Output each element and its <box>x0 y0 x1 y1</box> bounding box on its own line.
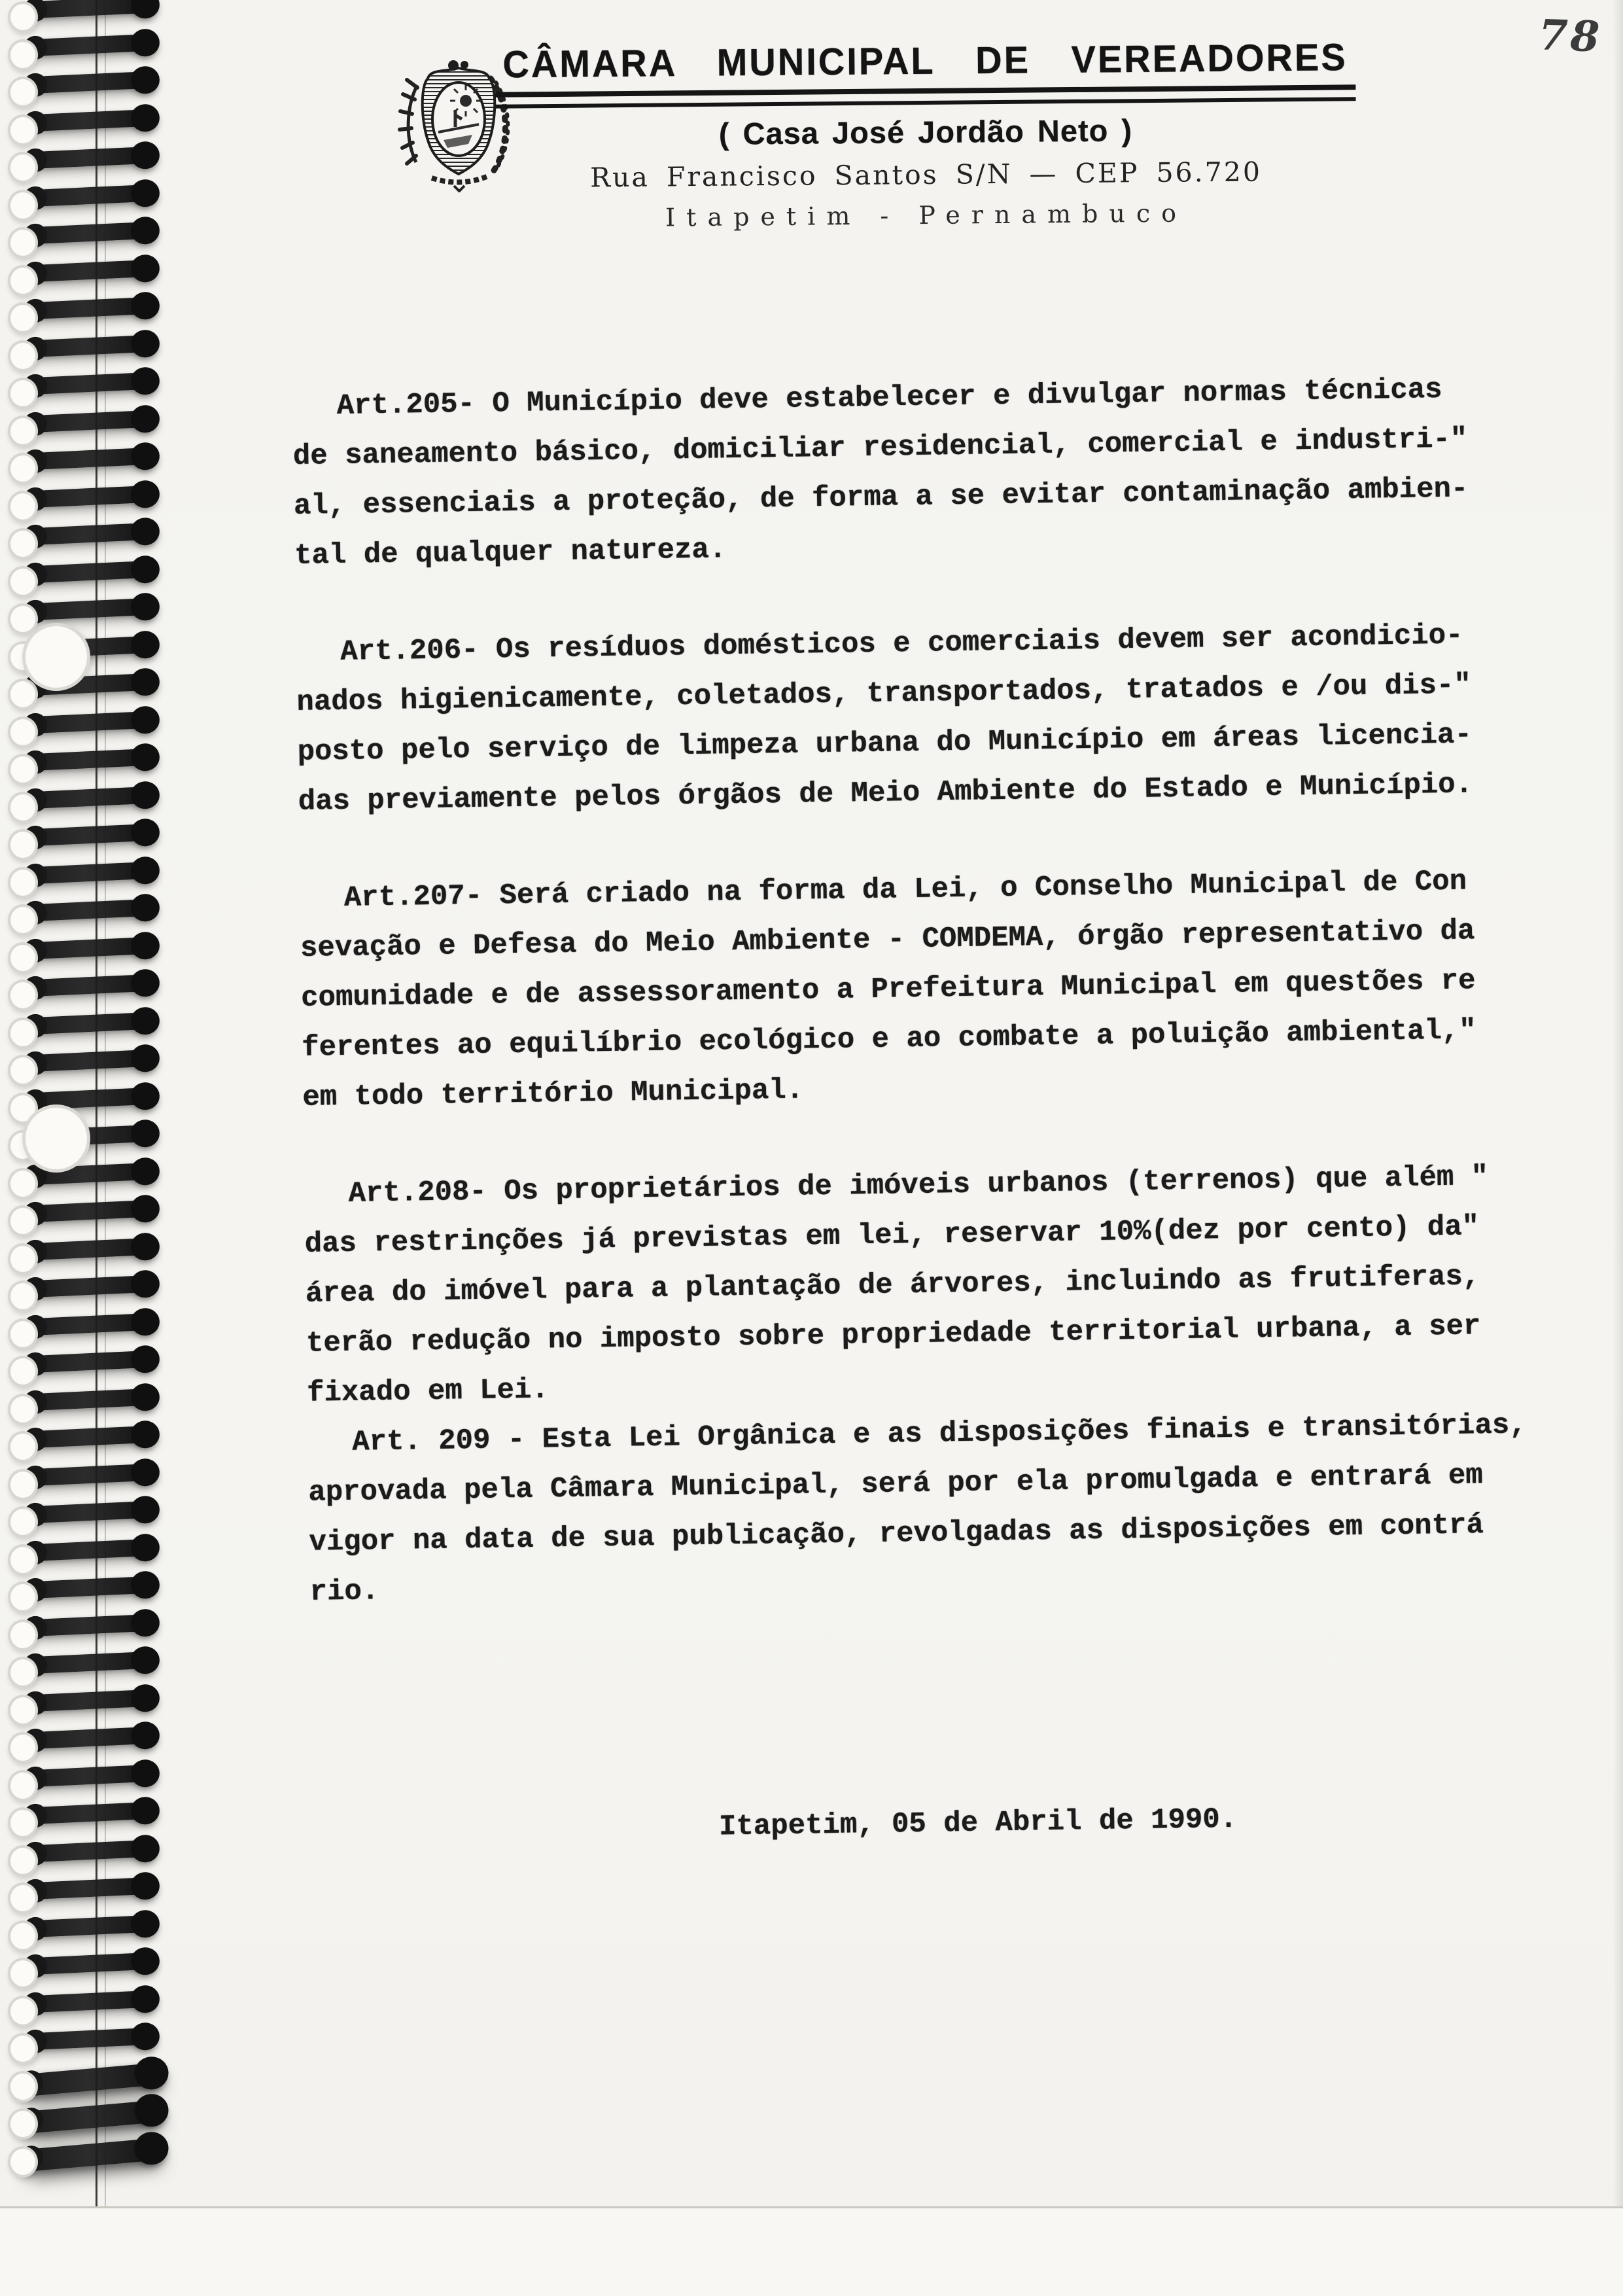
binding-hole <box>8 1469 38 1500</box>
binding-wire <box>27 0 155 18</box>
paragraph-line: tal de qualquer natureza. <box>294 533 727 573</box>
binding-loop <box>0 1872 170 1910</box>
paragraph-line: fixado em Lei. <box>306 1373 550 1410</box>
binding-wire <box>27 2028 155 2051</box>
page-edge-line <box>96 0 97 2206</box>
binding-loop <box>0 969 170 1007</box>
binding-wire <box>27 485 155 508</box>
binding-hole <box>8 2033 38 2064</box>
binding-loop <box>0 405 170 443</box>
binding-wire <box>27 259 155 282</box>
header-subtitle: ( Casa José Jordão Neto ) <box>718 113 1133 151</box>
binding-wire <box>27 1426 155 1449</box>
binding-wire <box>27 33 155 56</box>
binding-loop <box>0 1044 170 1082</box>
binding-loop <box>0 556 170 593</box>
binding-wire <box>27 1990 155 2013</box>
binding-loop <box>0 1722 170 1759</box>
binding-loop <box>0 1985 170 2023</box>
binding-loop <box>0 217 170 255</box>
binding-hole <box>8 904 38 936</box>
binding-hole <box>8 302 38 334</box>
binding-loop <box>0 480 170 518</box>
binding-wire <box>23 2100 164 2134</box>
binding-wire <box>27 334 155 357</box>
paragraph-line: das restrinções já previstas em lei, reservar 10%(dez por cento) da" <box>304 1210 1480 1261</box>
binding-loop <box>0 330 170 368</box>
binding-wire <box>23 2137 164 2172</box>
binding-hole <box>8 1394 38 1425</box>
binding-loop <box>0 743 170 781</box>
dateline: Itapetim, 05 de Abril de 1990. <box>718 1803 1238 1844</box>
paragraph-line: em todo território Municipal. <box>302 1074 804 1114</box>
binding-wire <box>27 1839 155 1862</box>
binding-wire <box>27 184 155 207</box>
binding-loop <box>0 1082 170 1120</box>
binding-wire <box>27 147 155 169</box>
binding-loop <box>0 1646 170 1684</box>
binding-loop <box>0 2060 170 2098</box>
binding-wire <box>27 560 155 583</box>
paragraph-line: Art. 209 - Esta Lei Orgânica e as disposições finais e transitórias, <box>351 1409 1527 1459</box>
binding-wire <box>27 1237 155 1260</box>
paragraph-line: área do imóvel para a plantação de árvores, incluindo as frutiferas, <box>305 1260 1480 1311</box>
binding-loop <box>0 179 170 217</box>
punch-hole <box>22 1104 90 1173</box>
binding-hole <box>8 1205 38 1237</box>
binding-hole <box>8 378 38 409</box>
binding-wire <box>27 1877 155 1900</box>
paragraph-art-208 <box>304 1151 1589 1419</box>
binding-loop <box>0 1458 170 1496</box>
paragraph-art-207 <box>299 855 1584 1123</box>
binding-wire <box>27 222 155 245</box>
binding-hole <box>8 1506 38 1538</box>
binding-wire <box>27 372 155 395</box>
binding-loop <box>0 255 170 292</box>
binding-loop <box>0 29 170 67</box>
binding-hole <box>8 716 38 748</box>
paragraph-art-209 <box>307 1400 1592 1617</box>
paragraph-line: vigor na data de sua publicação, revolgadas as disposições em contrá <box>309 1509 1484 1559</box>
binding-wire <box>27 598 155 621</box>
binding-wire <box>27 1651 155 1674</box>
binding-wire <box>27 1388 155 1411</box>
binding-hole <box>8 1356 38 1387</box>
paragraph-line: Art.207- Será criado na forma da Lei, o Conselho Municipal de Con <box>343 865 1467 915</box>
paragraph-line: aprovada pela Câmara Municipal, será por ela promulgada e entrará em <box>308 1459 1484 1510</box>
binding-loop <box>0 292 170 330</box>
binding-wire <box>27 1313 155 1335</box>
scan-right-shadow <box>1613 0 1623 2206</box>
paragraph-line: Art.205- O Município deve estabelecer e divulgar normas técnicas <box>336 373 1442 423</box>
binding-wire <box>27 1576 155 1599</box>
binding-loop <box>0 932 170 970</box>
binding-hole <box>8 528 38 559</box>
binding-wire <box>27 1802 155 1825</box>
binding-hole <box>8 491 38 522</box>
binding-hole <box>8 1958 38 1989</box>
binding-loop <box>0 1233 170 1271</box>
binding-hole <box>8 1807 38 1839</box>
binding-wire <box>27 711 155 733</box>
binding-loop <box>0 1007 170 1045</box>
spiral-binding <box>0 0 170 2206</box>
binding-hole <box>8 1732 38 1763</box>
letterhead <box>451 35 1401 234</box>
paragraph-line: Art.208- Os proprietários de imóveis urbanos (terrenos) que além " <box>348 1160 1489 1210</box>
binding-hole <box>8 566 38 597</box>
binding-hole <box>8 1243 38 1275</box>
binding-loop <box>0 1609 170 1647</box>
binding-hole <box>8 1017 38 1049</box>
punch-hole <box>22 623 90 691</box>
binding-loop <box>0 1345 170 1383</box>
header-title: CÂMARA MUNICIPAL DE VEREADORES <box>502 35 1348 86</box>
binding-loop <box>0 819 170 857</box>
binding-wire <box>27 1689 155 1712</box>
binding-loop <box>0 1270 170 1308</box>
binding-wire <box>27 448 155 470</box>
paragraph-line: de saneamento básico, domiciliar residencial, comercial e industri-" <box>292 423 1468 473</box>
binding-hole <box>8 1 38 33</box>
binding-wire <box>27 1351 155 1373</box>
binding-wire <box>27 1915 155 1937</box>
binding-hole <box>8 1619 38 1651</box>
binding-wire <box>23 2062 164 2096</box>
binding-hole <box>8 1055 38 1086</box>
binding-loop <box>0 1195 170 1233</box>
binding-loop <box>0 1383 170 1421</box>
binding-loop <box>0 781 170 819</box>
paragraph-line: Art.206- Os resíduos domésticos e comerciais devem ser acondicio- <box>340 619 1463 669</box>
binding-hole <box>8 39 38 71</box>
binding-loop <box>0 1910 170 1948</box>
page-number: 78 <box>1537 10 1603 62</box>
binding-loop <box>0 0 170 29</box>
binding-hole <box>8 1845 38 1877</box>
binding-hole <box>8 152 38 183</box>
binding-hole <box>8 1544 38 1576</box>
binding-wire <box>27 523 155 546</box>
binding-wire <box>27 824 155 847</box>
binding-loop <box>0 104 170 142</box>
binding-wire <box>27 1275 155 1298</box>
binding-hole <box>8 190 38 221</box>
binding-loop <box>0 593 170 631</box>
binding-loop <box>0 1157 170 1195</box>
binding-wire <box>27 1012 155 1034</box>
binding-loop <box>0 66 170 104</box>
binding-hole <box>8 2071 38 2102</box>
binding-wire <box>27 1463 155 1486</box>
title-underline <box>495 84 1355 108</box>
paragraph-line: terão redução no imposto sobre propriedade territorial urbana, a ser <box>305 1310 1481 1360</box>
binding-loop <box>0 1571 170 1609</box>
binding-wire <box>27 899 155 922</box>
binding-loop <box>0 1496 170 1534</box>
paragraph-line: ferentes ao equilíbrio ecológico e ao combate a poluição ambiental," <box>301 1014 1477 1065</box>
binding-loop <box>0 2136 170 2174</box>
binding-wire <box>27 1952 155 1975</box>
binding-hole <box>8 1581 38 1613</box>
binding-wire <box>27 1614 155 1636</box>
binding-hole <box>8 2108 38 2140</box>
binding-wire <box>27 410 155 433</box>
binding-wire <box>27 109 155 132</box>
binding-loop <box>0 2098 170 2136</box>
binding-loop <box>0 1684 170 1722</box>
binding-hole <box>8 754 38 785</box>
paragraph-line: posto pelo serviço de limpeza urbana do Município em áreas licencia- <box>297 718 1473 769</box>
paragraph-line: sevação e Defesa do Meio Ambiente - COMDEMA, órgão representativo da <box>300 915 1475 965</box>
paragraph-line: comunidade e de assessoramento a Prefeitura Municipal em questões re <box>300 964 1476 1015</box>
paragraph-line: al, essenciais a proteção, de forma a se evitar contaminação ambien- <box>293 472 1469 523</box>
binding-hole <box>8 1657 38 1688</box>
binding-wire <box>27 1501 155 1524</box>
binding-hole <box>8 227 38 258</box>
binding-loop <box>0 1797 170 1835</box>
scanner-background <box>0 2208 1623 2296</box>
header-city-line: Itapetim - Pernambuco <box>665 198 1188 232</box>
header-address: Rua Francisco Santos S/N — CEP 56.720 <box>589 156 1263 194</box>
binding-hole <box>8 1168 38 1199</box>
binding-loop <box>0 1534 170 1572</box>
binding-hole <box>8 829 38 860</box>
paragraph-list <box>292 363 1592 1617</box>
binding-hole <box>8 415 38 447</box>
binding-wire <box>27 1538 155 1561</box>
binding-loop <box>0 141 170 179</box>
paragraph-line: rio. <box>309 1575 379 1609</box>
paragraph-art-205 <box>292 363 1577 581</box>
binding-wire <box>27 786 155 809</box>
binding-wire <box>27 861 155 884</box>
binding-hole <box>8 265 38 296</box>
binding-loop <box>0 1308 170 1346</box>
binding-hole <box>8 115 38 146</box>
binding-loop <box>0 857 170 894</box>
binding-wire <box>27 974 155 997</box>
paragraph-line: nados higienicamente, coletados, transportados, tratados e /ou dis-" <box>296 669 1472 719</box>
binding-hole <box>8 1770 38 1801</box>
binding-hole <box>8 980 38 1011</box>
binding-hole <box>8 340 38 372</box>
page-edge-shadow-line <box>105 0 106 2206</box>
binding-wire <box>27 749 155 771</box>
binding-wire <box>27 297 155 320</box>
binding-hole <box>8 1882 38 1914</box>
binding-hole <box>8 942 38 974</box>
binding-hole <box>8 1920 38 1952</box>
binding-hole <box>8 1695 38 1726</box>
binding-hole <box>8 1280 38 1312</box>
binding-hole <box>8 792 38 823</box>
binding-hole <box>8 679 38 710</box>
binding-hole <box>8 603 38 635</box>
paragraph-art-206 <box>296 609 1580 827</box>
binding-loop <box>0 894 170 932</box>
binding-hole <box>8 1318 38 1350</box>
binding-wire <box>27 71 155 94</box>
binding-wire <box>27 936 155 959</box>
binding-wire <box>27 1764 155 1787</box>
binding-hole <box>8 2146 38 2178</box>
binding-loop <box>0 367 170 405</box>
binding-hole <box>8 77 38 108</box>
binding-wire <box>27 1200 155 1223</box>
binding-wire <box>27 1727 155 1750</box>
binding-loop <box>0 1759 170 1797</box>
binding-hole <box>8 453 38 484</box>
binding-loop <box>0 706 170 744</box>
binding-loop <box>0 1421 170 1458</box>
binding-hole <box>8 867 38 898</box>
document-body <box>290 264 1597 1958</box>
binding-loop <box>0 1947 170 1985</box>
binding-wire <box>27 1050 155 1072</box>
binding-loop <box>0 2022 170 2060</box>
binding-hole <box>8 1996 38 2027</box>
paragraph-line: das previamente pelos órgãos de Meio Ambiente do Estado e Município. <box>298 768 1473 819</box>
binding-loop <box>0 1835 170 1873</box>
binding-loop <box>0 442 170 480</box>
binding-hole <box>8 1431 38 1462</box>
binding-loop <box>0 518 170 556</box>
